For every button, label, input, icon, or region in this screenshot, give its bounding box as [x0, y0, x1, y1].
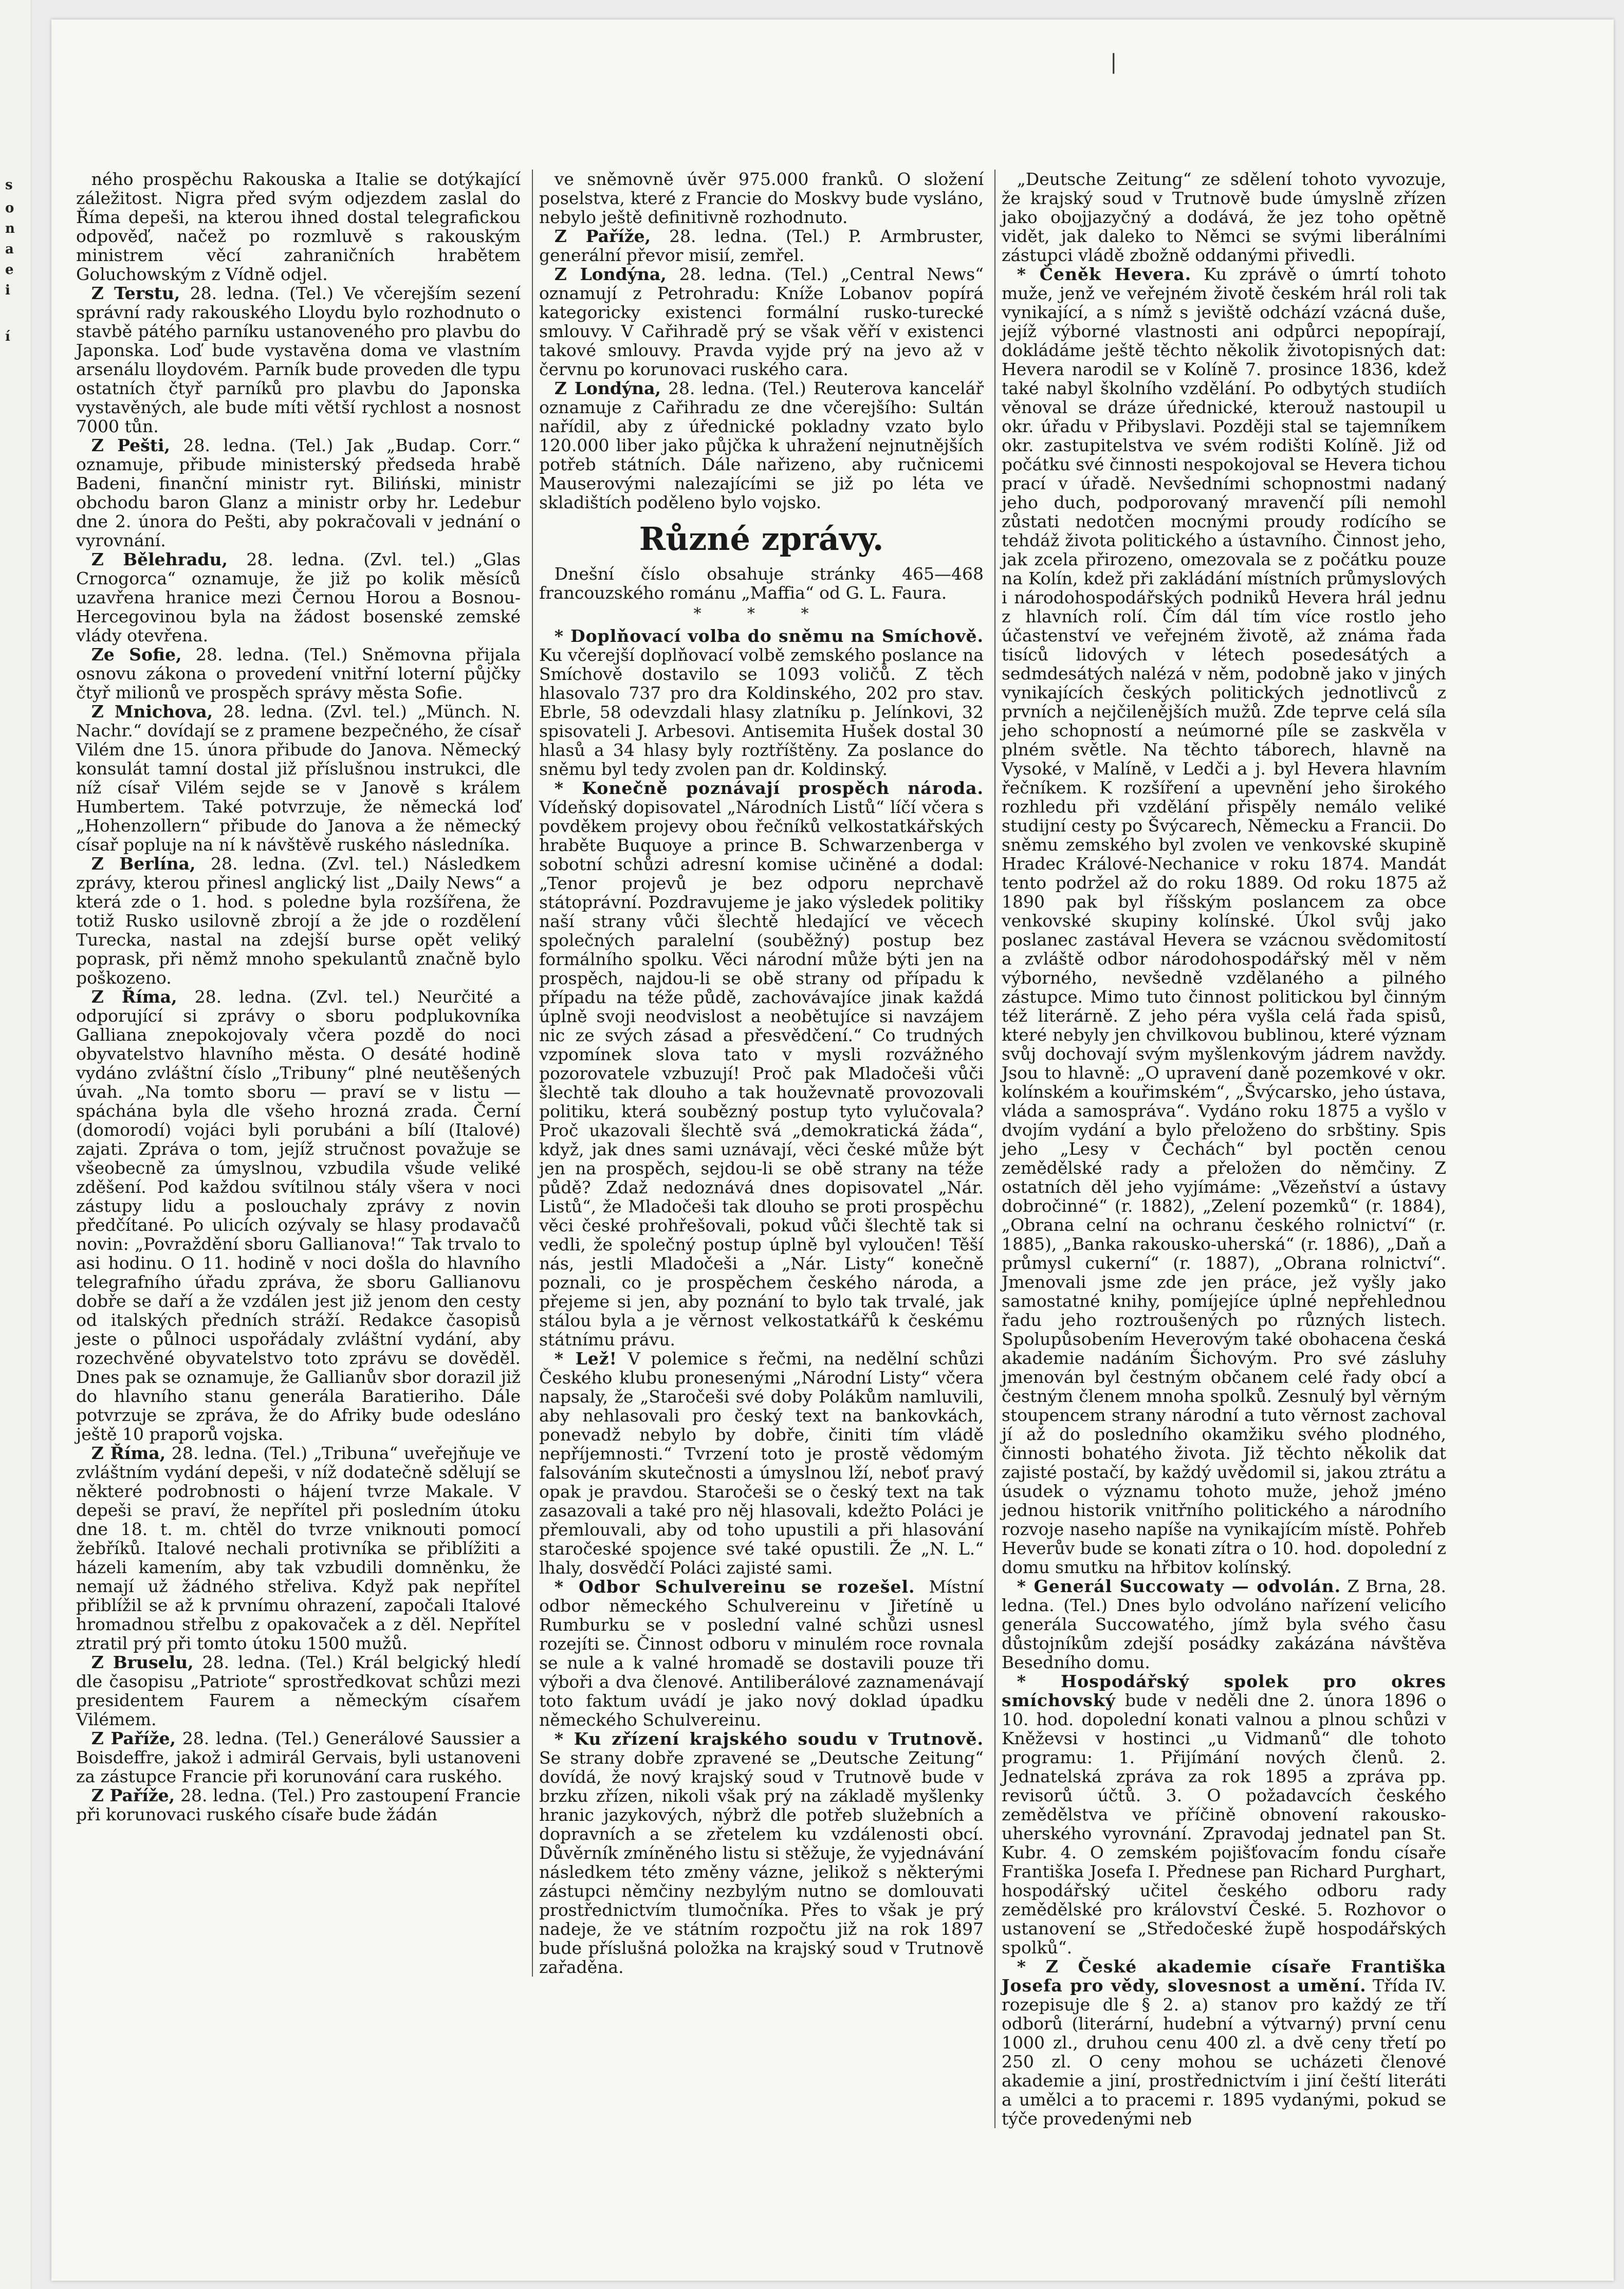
- news-text: 28. ledna. (Zvl. tel.) „Münch. N. Nachr.“ dovídají se z pramene bezpečného, že císař Vilém dne 15. února přibude do Janova. Německý konsulát tamní dostal již příslušnou instrukci, dle níž císař Vilém sejde se v Janově s králem Humbertem. Také potvrzuje, že německá loď „Hohenzollern“ přibude do Janova a že německý císař popluje na ní k návštěvě ruského následníka.: [76, 702, 521, 855]
- middle-column-dispatches: [539, 170, 984, 512]
- news-text: 28. ledna. (Zvl. tel.) Neurčité a odporující si zprávy o sboru podplukovníka Galliana znepokojovaly včera pozdě do noci obyvatelstvo hlavního města. O desáté hodině vydáno zvláštní číslo „Tribuny“ plné neutěšených úvah. „Na tomto sboru — praví se v listu — spáchána byla dle všeho hrozná zrada. Černí (domorodí) vojáci byli porubáni a bílí (Italové) zajati. Zpráva o tom, jejíž stručnost považuje se všeobecně za úmyslnou, vzbudila všude veliké zděšení. Pod každou svítilnou stály všera v noci zástupy lidu a poslouchaly zprávy z novin předčítané. Po ulicích ozývaly se hlasy prodavačů novin: „Povraždění sboru Gallianova!“ Tak trvalo to asi hodinu. O 11. hodině v noci došla do hlavního telegrafního úřadu zpráva, že sboru Gallianovu dobře se daří a že vzdálen jest již jenom den cesty od italských předních stráží. Redakce časopisů jeste o půlnoci uspořádaly zvláštní vydání, aby rozechvěné obyvatelstvo toto zprávu se dověděl. Dnes pak se oznamuje, že Gallianův sbor dorazil již do hlavního stanu generála Baratieriho. Dále potvrzuje se zpráva, že do Afriky bude odesláno ještě 10 praporů vojska.: [76, 987, 521, 1444]
- news-text: 28. ledna. (Tel.) Ve včerejším sezení správní rady rakouského Lloydu bylo rozhodnuto o stavbě pátého parníku ustanoveného pro plavbu do Japonska. Loď bude vystavěna doma ve vlastním arsenálu lloydovém. Parník bude proveden dle typu ostatních čtyř parníků pro plavbu do Japonska vystavěných, ale bude míti větší rychlost a nosnost 7000 tůn.: [76, 283, 521, 436]
- news-lead: Z Pešti,: [91, 435, 171, 455]
- margin-glyph: í: [5, 329, 10, 344]
- news-text: 28. ledna. (Tel.) Sněmovna přijala osnovu zákona o provedení vnitřní loterní půjčky čtyř milionů ve prospěch správy města Sofie.: [76, 644, 521, 703]
- news-lead: * Odbor Schulvereinu se rozešel.: [554, 1577, 915, 1597]
- news-text: 28. ledna. (Zvl. tel.) „Glas Crnogorca“ oznamuje, že již po kolik měsíců uzavřena hranice mezi Černou Horou a Bosnou-Hercegovinou byla na žádost bosenské zemské vlády otevřena.: [76, 549, 521, 645]
- news-paragraph: [1002, 170, 1446, 265]
- news-paragraph: [539, 1349, 984, 1577]
- margin-glyph: i: [5, 283, 10, 298]
- section-heading: Různé zprávy.: [639, 520, 884, 558]
- margin-glyph: e: [5, 262, 14, 278]
- margin-glyph: o: [5, 200, 14, 216]
- news-text: 28. ledna. (Tel.) Jak „Budap. Corr.“ oznamuje, přibude ministerský předseda hrabě Badeni, finanční ministr ryt. Biliński, ministr obchodu baron Glanz a ministr orby hr. Ledebur dne 2. února do Pešti, aby pokračovali v jednání o vyrovnání.: [76, 435, 521, 550]
- news-text: V polemice s řečmi, na nedělní schůzi Českého klubu pronesenými „Národní Listy“ včera napsaly, že „Staročeši své doby Polákům namluvili, aby nehlasovali pro český text na bankovkách, ponevadž nebylo by dobře, činiti tím vládě nepříjemnosti.“ Tvrzení toto je prostě vědomým falsováním skutečnosti a úmyslnou lží, neboť pravý opak je pravdou. Staročeši se o český text na tak zasazovali a také pro něj hlasovali, kdežto Poláci je přemlouvali, aby od toho upustili a při hlasování staročeské spojence své také opustili. Že „N. L.“ lhaly, dosvědčí Poláci zajisté sami.: [539, 1349, 984, 1578]
- news-lead: Z Terstu,: [91, 283, 180, 303]
- margin-glyph: s: [5, 177, 13, 193]
- news-lead: * Ku zřízení krajského soudu v Trutnově.: [554, 1729, 984, 1749]
- news-text: 28. ledna. (Tel.) „Tribuna“ uveřejňuje ve zvláštním vydání depeši, v níž dodatečně sdělují se některé podrobnosti o hájení tvrze Makale. V depeši se praví, že nepřítel při posledním útoku dne 18. t. m. chtěl do tvrze vniknouti pomocí žebříků. Italové nechali protivníka se přiblížiti a házeli kamením, aby tak vzbudili domněnku, že nemají už žádného střeliva. Když pak nepřítel přiblížil se až k prvnímu ohrazení, započali Italové hromadnou střelbu z opakovaček a z děl. Nepřítel ztratil prý při tomto útoku 1500 mužů.: [76, 1443, 521, 1653]
- left-page-margin: [0, 0, 31, 2289]
- news-lead: * Lež!: [554, 1349, 618, 1369]
- news-paragraph: [76, 436, 521, 550]
- news-paragraph: [1002, 1672, 1446, 1957]
- news-paragraph: [76, 1729, 521, 1786]
- news-lead: Z Bělehradu,: [91, 549, 228, 569]
- news-lead: * Čeněk Hevera.: [1017, 264, 1192, 284]
- news-paragraph: [76, 987, 521, 1444]
- news-text: 28. ledna. (Tel.) Reuterova kancelář oznamuje z Cařihradu ze dne včerejšího: Sultán nařídil, aby z úřednické pokladny vzato bylo 120.000 liber jako půjčka k uhražení nejnutnějších potřeb státních. Dále nařizeno, aby ručnicemi Mauserovými nalezajícími se již po léta ve skladištích poděleno bylo vojsko.: [539, 378, 984, 512]
- novel-notice: Dnešní číslo obsahuje stránky 465—468 francouzského románu „Maffia“ od G. L. Faura.: [539, 564, 984, 603]
- news-paragraph: [76, 645, 521, 702]
- news-text: Ku včerejší doplňovací volbě zemského poslance na Smíchově dostavilo se 1093 voličů. Z těch hlasovalo 737 pro dra Koldinského, 202 pro stav. Ebrle, 58 odevzdali hlasy zlatníku p. Jelínkovi, 32 spisovateli J. Arbesovi. Antisemita Hušek dostal 30 hlasů a 34 hlasy byly roztříštěny. Za poslance do sněmu byl tedy zvolen pan dr. Koldinský.: [539, 645, 984, 779]
- news-paragraph: [76, 550, 521, 645]
- news-lead: Z Říma,: [91, 1443, 166, 1463]
- news-text: Z Brna, 28. ledna. (Tel.) Dnes bylo odvoláno nařízení velicího generála Succowatého, jímž byla svého času důstojníkům zdejší posádky zakázána návštěva Besedního domu.: [1002, 1576, 1446, 1672]
- right-column: [994, 170, 1446, 2128]
- middle-column-news-items: [539, 626, 984, 1977]
- news-paragraph: [539, 1729, 984, 1977]
- news-text: 28. ledna. (Tel.) P. Armbruster, generální převor misií, zemřel.: [539, 226, 984, 265]
- news-text: Ku zprávě o úmrtí tohoto muže, jenž ve veřejném životě českém hrál roli tak vynikající, a s nímž s jeviště odchází vzácná duše, jejíž výborné vlastnosti ani odpůrci nepopírají, dokládáme ještě těchto několik životopisných dat: Hevera narodil se v Kolíně 7. prosince 1836, kdež také nabyl školního vzdělání. Po odbytých studiích věnoval se dráze úřednické, kterouž nastoupil u okr. úřadu v Přibyslavi. Později stal se tajemníkem okr. zastupitelstva ve svém rodišti Kolíně. Již od počátku své činnosti nespokojoval se Hevera tichou prací v úřadě. Nevšedními schopnostmi nadaný jeho duch, podporovaný mravenčí píli nemohl zůstati nedotčen mocnými proudy rodícího se tehdáž života politického a ústavního. Činnost jeho, jak zcela přirozeno, omezovala se z počátku pouze na Kolín, kdež při zakládání místních průmyslových i národohospodářských podniků Hevera hrál jednu z hlavních rolí. Čím dál tím více rostlo jeho účastenství ve veřejném životě, až známa řada tisíců lidových v létech posedesátých a sedmdesátých nalézá v něm, podobně jako v jiných vynikajících českých politických jednotlivců z prvních a nejčilenějších mužů. Zde teprve celá síla jeho schopností a neúmorné píle se zaskvěla v plném světle. Na těchto táborech, hlavně na Vysoké, v Malíně, v Ledči a j. byl Hevera hlavním řečníkem. K rozšíření a upevnění jeho širokého rozhledu při vzdělání přispěly nemálo veliké studijní cesty po Švýcarech, Německu a Francii. Do sněmu zemského byl zvolen ve venkovské skupině Hradec Králové-Nechanice v roku 1874. Mandát tento podržel až do roku 1889. Od roku 1875 až 1890 pak byl říšským poslancem za obce venkovské skupiny kolínské. Úkol svůj jako poslanec zastával Hevera se vzácnou svědomitostí a zvláště odbor národohospodářský měl v něm výborného, nevšedně vzdělaného a pilného zástupce. Mimo tuto činnost politickou byl činným též literárně. Z jeho péra vyšla celá řada spisů, které nebyly jen chvilkovou bublinou, které význam svůj dochovají svým myšlenkovým jádrem navždy. Jsou to hlavně: „O upravení daně pozemkové v okr. kolínském a kouřimském“, „Švýcarsko, jeho ústava, vláda a samospráva“. Vydáno roku 1875 a vyšlo v dvojím vydání a bylo přeloženo do srbštiny. Spis jeho „Lesy v Čechách“ byl poctěn cenou zemědělské rady a přeložen do němčiny. Z ostatních děl jeho vyjímáme: „Vězeňství a ústavy dobročinné“ (r. 1882), „Zelení pozemků“ (r. 1884), „Obrana celní na ochranu českého rolnictví“ (r. 1885), „Banka rakousko-uherská“ (r. 1886), „Daň a průmysl cukerní“ (r. 1887), „Obrana rolnictví“. Jmenovali jsme zde jen práce, jež vyšly jako samostatné knihy, pomíjejíce úplné nepřehlednou řadu jeho roztroušených po různých listech. Spolupůsobením Heverovým také obohacena česká akademie nadáním Šichovým. Pro své zásluhy jmenován byl čestným občanem celé řady obcí a čestným členem mnoha spolků. Zesnulý byl věrným stoupencem strany národní a tuto věrnost zachoval jí až do posledního okamžiku svého plodného, činnosti bohatého života. Již těchto několik dat zajisté postačí, by každý uvědomil si, jakou ztrátu a úsudek o významu tohoto muže, jehož jméno jednou historik vnitřního politického a národního rozvoje naseho napíše na vynikajícím místě. Pohřeb Heverův bude se konati zítra o 10. hod. dopolední z domu smutku na hřbitov kolínský.: [1002, 264, 1447, 1577]
- news-lead: Z Mnichova,: [91, 702, 213, 722]
- news-paragraph: [1002, 1577, 1446, 1672]
- news-lead: * Z České akademie císaře Františka Josefa pro vědy, slovesnost a umění.: [1002, 1956, 1446, 1996]
- news-text: ve sněmovně úvěr 975.000 franků. O složení poselstva, které z Francie do Moskvy bude vysláno, nebylo ještě definitivně rozhodnuto.: [539, 169, 984, 227]
- news-lead: Z Paříže,: [91, 1785, 175, 1805]
- news-text: Vídeňský dopisovatel „Národních Listů“ líčí včera s povděkem projevy obou řečníků velkostatkářských hraběte Buquoye a prince B. Schwarzenberga v sobotní schůzi adresní komise učiněné a dodal: „Tenor projevů je bez odporu neprchavě státoprávní. Pozdravujeme je jako výsledek politiky naší strany vůči šlechtě hledající ve věcech společných paralelní (souběžný) postup bez formálního spolku. Věci národní může býti jen na prospěch, najdou-li se obě strany od případu k případu na téže půdě, zachovávajíce jinak každá úplně svoji neodvislost a neobětujíce si navzájem nic ze svých zásad a přesvědčení.“ Co trudných vzpomínek slova tato v mysli rozvážného pozorovatele vzbuzují! Proč pak Mladočeši vůči šlechtě tak dlouho a tak houževnatě provozovali politiku, která soubězný postup tyto vylučovala? Proč ukazovali šlechtě svá „demokratická žáda“, když, jak dnes sami uznávají, věci české může být jen na prospěch, sejdou-li se obě strany na téže půdě? Zdaž nedoznává dnes dopisovatel „Nár. Listů“, že Mladočeši tak dlouho se proti prospěchu věci české prohřešovali, pokud vůči šlechtě tak si vedli, že společný postup úplně byl vyloučen! Těší nás, jestli Mladočeši a „Nár. Listy“ konečně poznali, co je prospěchem českého národa, a přejeme si jen, aby poznání to bylo tak trvalé, jak stálou byla a je věrnost velkostatkářů k českému státnímu právu.: [539, 797, 984, 1350]
- news-paragraph: [76, 1786, 521, 1824]
- margin-glyph: a: [5, 242, 14, 257]
- news-lead: Z Berlína,: [91, 854, 196, 874]
- news-paragraph: [76, 1653, 521, 1729]
- page-top-mark: |: [1110, 50, 1117, 74]
- news-text: 28. ledna. (Zvl. tel.) Následkem zprávy, kterou přinesl anglický list „Daily News“ a která zde o 1. hod. s poledne byla rozšířena, že totiž Rusko usilovně zbrojí a že jde o rozdělení Turecka, nastal na zdejší burse opět veliký poprask, při němž mnoho spekulantů značně bylo poškozeno.: [76, 854, 521, 988]
- news-text: 28. ledna. (Tel.) Král belgický hledí dle časopisu „Patriote“ sprostředkovat schůzi mezi presidentem Faurem a německým císařem Vilémem.: [76, 1652, 521, 1729]
- news-paragraph: [539, 227, 984, 265]
- news-paragraph: [76, 702, 521, 854]
- news-paragraph: [76, 1444, 521, 1653]
- news-lead: * Hospodářský spolek pro okres smíchovský: [1002, 1671, 1446, 1710]
- news-lead: * Doplňovací volba do sněmu na Smíchově.: [554, 626, 984, 646]
- news-text: Se strany dobře zpravené se „Deutsche Zeitung“ dovídá, že nový krajský soud v Trutnově bude v brzku zřízen, nikoli však prý na základě myšlenky hranic jazykových, nýbrž dle potřeb služebních a dopravních a se zřetelem ku vzdálenosti obcí. Důvěrník zmíněného listu si stěžuje, že vyjednávání následkem této změny vázne, jelikož s některými zástupci němčiny nezbylým nutno se domlouvati prostřednictvím tlumočníka. Přes to však je prý nadeje, že ve státním rozpočtu již na rok 1897 bude příslušná položka na krajský soud v Trutnově zařaděna.: [539, 1748, 984, 1977]
- news-paragraph: [76, 284, 521, 436]
- news-paragraph: [76, 170, 521, 284]
- news-lead: * Generál Succowaty — odvolán.: [1017, 1576, 1341, 1596]
- middle-column: [532, 170, 984, 1977]
- news-text: 28. ledna. (Tel.) Pro zastoupení Francie při korunovaci ruského císaře bude žádán: [76, 1785, 521, 1824]
- news-text: bude v neděli dne 2. února 1896 o 10. hod. dopolední konati valnou a plnou schůzi v Kněževsi v hostinci „u Vidmanů“ dle tohoto programu: 1. Přijímání nových členů. 2. Jednatelská zpráva za rok 1895 a zpráva pp. revisorů účtů. 3. O požadavcích českého zemědělstva ve příčině obnovení rakousko-uherského vyrovnání. Zpravodaj jednatel pan St. Kubr. 4. O zemském pojišťovacím fondu císaře Františka Josefa I. Přednese pan Richard Purghart, hospodářský učitel českého odboru rady zemědělské pro království České. 5. Rozhovor o ustanovení se „Středočeské župě hospodářských spolků“.: [1002, 1690, 1446, 1958]
- news-paragraph: [539, 379, 984, 512]
- news-paragraph: [1002, 1957, 1446, 2128]
- news-paragraph: [1002, 265, 1446, 1577]
- news-lead: Z Paříže,: [554, 226, 651, 246]
- news-text: ného prospěchu Rakouska a Italie se dotýkající záležitost. Nigra před svým odjezdem zaslal do Říma depeši, na kterou ihned dostal telegrafickou odpověď, načež po rozmluvě s rakouským ministrem věcí zahraničních hrabětem Goluchowským z Vídně odjel.: [76, 169, 521, 284]
- news-paragraph: [539, 1577, 984, 1729]
- news-text: 28. ledna. (Tel.) „Central News“ oznamují z Petrohradu: Kníže Lobanov popírá kategoricky existenci formální rusko-turecké smlouvy. V Cařihradě prý se však věří v existenci takové smlouvy. Pravda vyjde prý na jevo až v červnu po korunovaci ruského cara.: [539, 264, 984, 379]
- news-text: Místní odbor německého Schulvereinu v Jiřetíně u Rumburku se v poslední valné schůzi usnesl rozejíti se. Činnost odboru v minulém roce rovnala se nule a k valné hromadě se dostavili pouze tři výboři a dva členové. Antiliberálové zaznamenávají toto faktum uvádí je jako nový doklad úpadku německého Schulvereinu.: [539, 1577, 984, 1730]
- news-paragraph: [539, 779, 984, 1349]
- news-lead: * Konečně poznávají prospěch národa.: [554, 778, 984, 798]
- news-text: Třída IV. rozepisuje dle § 2. a) stanov pro každý ze tří odborů (literární, hudební a výtvarný) první cenu 1000 zl., druhou cenu 400 zl. a dvě ceny třetí po 250 zl. O ceny mohou se ucházeti členové akademie a jiní, prostřednictvím i jiní čeští literáti a umělci a to pracemi r. 1895 vydanými, pokud se týče provedenými neb: [1002, 1976, 1447, 2129]
- news-paragraph: [76, 854, 521, 987]
- news-paragraph: [539, 170, 984, 227]
- separator: * * *: [693, 605, 829, 623]
- news-lead: Z Paříže,: [91, 1728, 176, 1748]
- margin-glyph: n: [5, 221, 15, 236]
- news-lead: Z Říma,: [91, 987, 177, 1007]
- news-text: 28. ledna. (Tel.) Generálové Saussier a Boisdeffre, jakož i admirál Gervais, byli ustanoveni za zástupce Francie při korunování cara ruského.: [76, 1728, 521, 1786]
- news-text: „Deutsche Zeitung“ ze sdělení tohoto vyvozuje, že krajský soud v Trutnově bude úmyslně zřízen jako obojjazyčný a dodává, že jez toho opětně vidět, jak daleko to Němci se svými liberálními zástupci vládě zbožně oddanými přivedli.: [1002, 169, 1446, 265]
- news-lead: Z Bruselu,: [91, 1652, 194, 1672]
- news-lead: Ze Sofie,: [91, 644, 182, 664]
- left-column: [76, 170, 521, 1824]
- news-lead: Z Londýna,: [554, 264, 667, 284]
- news-lead: Z Londýna,: [554, 378, 661, 398]
- news-paragraph: [539, 626, 984, 779]
- news-paragraph: [539, 265, 984, 379]
